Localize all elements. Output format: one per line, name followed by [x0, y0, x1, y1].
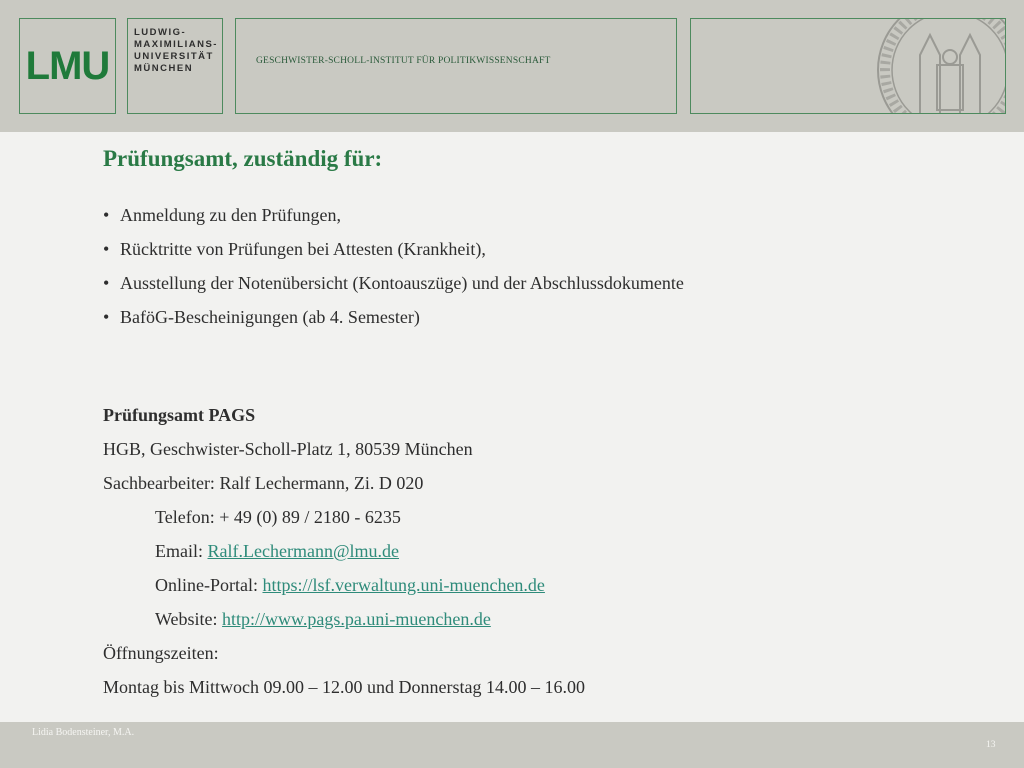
lmu-logo-text: LMU	[25, 43, 110, 88]
portal-link[interactable]: https://lsf.verwaltung.uni-muenchen.de	[262, 575, 545, 595]
office-website-row	[103, 606, 585, 640]
author-name: Lidia Bodensteiner, M.A.	[32, 727, 135, 738]
lmu-logo-box	[19, 18, 116, 114]
portal-label: Online-Portal:	[155, 575, 263, 595]
website-label: Website:	[155, 609, 223, 629]
bullet-icon: •	[103, 239, 110, 259]
list-item	[103, 272, 684, 306]
seal-box	[690, 18, 1006, 114]
university-seal-icon	[875, 18, 1006, 114]
website-link[interactable]: http://www.pags.pa.uni-muenchen.de	[222, 609, 491, 629]
institute-name: GESCHWISTER-SCHOLL-INSTITUT FÜR POLITIKWISSENSCHAFT	[256, 56, 551, 66]
office-contact	[103, 402, 585, 708]
office-phone: Telefon: + 49 (0) 89 / 2180 - 6235	[155, 507, 401, 527]
list-item	[103, 238, 684, 272]
university-name-line: UNIVERSITÄT	[134, 51, 214, 62]
university-name-box	[127, 18, 223, 114]
office-portal-row	[103, 572, 585, 606]
office-address: HGB, Geschwister-Scholl-Platz 1, 80539 München	[103, 439, 473, 459]
office-staff: Sachbearbeiter: Ralf Lechermann, Zi. D 020	[103, 473, 424, 493]
office-heading: Prüfungsamt PAGS	[103, 405, 256, 425]
university-name-line: MAXIMILIANS-	[134, 39, 218, 50]
office-email-row	[103, 538, 585, 572]
list-item-text: Anmeldung zu den Prüfungen,	[120, 205, 341, 225]
page-title: Prüfungsamt, zuständig für:	[103, 146, 383, 171]
bullet-icon: •	[103, 205, 110, 225]
responsibility-list	[103, 204, 684, 340]
header-bar	[0, 0, 1024, 132]
bullet-icon: •	[103, 273, 110, 293]
lmu-logo	[26, 44, 110, 89]
university-name-line: MÜNCHEN	[134, 63, 194, 74]
list-item-text: BaföG-Bescheinigungen (ab 4. Semester)	[120, 307, 420, 327]
bullet-icon: •	[103, 307, 110, 327]
hours-label: Öffnungszeiten:	[103, 643, 219, 663]
page-number: 13	[986, 740, 996, 750]
slide-content	[0, 132, 1024, 722]
email-label: Email:	[155, 541, 208, 561]
list-item	[103, 204, 684, 238]
institute-box	[235, 18, 677, 114]
email-link[interactable]: Ralf.Lechermann@lmu.de	[207, 541, 400, 561]
list-item	[103, 306, 684, 340]
list-item-text: Rücktritte von Prüfungen bei Attesten (Krankheit),	[120, 239, 486, 259]
footer-bar	[0, 722, 1024, 768]
list-item-text: Ausstellung der Notenübersicht (Kontoauszüge) und der Abschlussdokumente	[120, 273, 684, 293]
hours-text: Montag bis Mittwoch 09.00 – 12.00 und Donnerstag 14.00 – 16.00	[103, 677, 585, 697]
university-name-line: LUDWIG-	[134, 27, 187, 38]
